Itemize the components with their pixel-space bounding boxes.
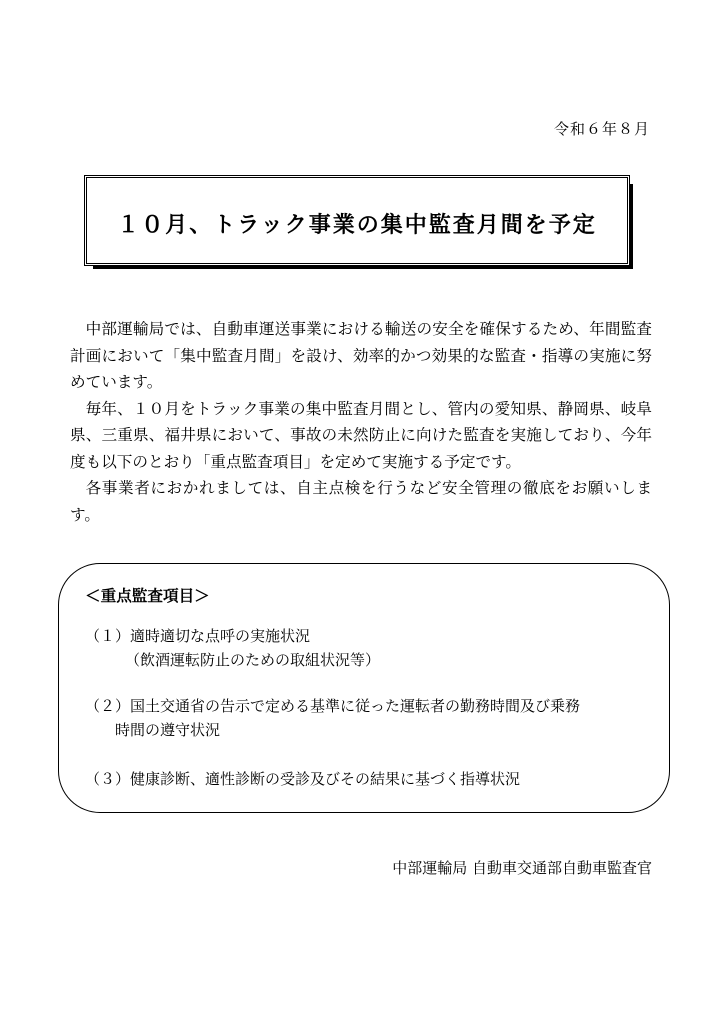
document-title: １０月、トラック事業の集中監査月間を予定 (117, 213, 597, 238)
priority-item-1 (85, 624, 655, 672)
body-text (70, 316, 652, 528)
issuer-signature: 中部運輸局 自動車交通部自動車監査官 (392, 859, 652, 877)
priority-items-heading: ＜重点監査項目＞ (85, 587, 210, 605)
priority-item-2-text: （２）国土交通省の告示で定める基準に従った運転者の勤務時間及び乗務 (85, 697, 581, 715)
title-box (84, 175, 630, 266)
priority-item-2 (85, 694, 655, 742)
priority-item-1-note: （飲酒運転防止のための取組状況等） (125, 651, 381, 669)
paragraph-request: 各事業者におかれましては、自主点検を行うなど安全管理の徹底をお願いします。 (70, 479, 652, 524)
priority-item-2-continuation: 時間の遵守状況 (115, 721, 221, 739)
paragraph-schedule: 毎年、１０月をトラック事業の集中監査月間とし、管内の愛知県、静岡県、岐阜県、三重県、福井県において、事故の未然防止に向けた監査を実施しており、今年度も以下のとおり「重点監査項目」を定めて実施する予定です。 (70, 399, 652, 471)
priority-items-box (58, 563, 670, 813)
document-date: 令和６年８月 (553, 120, 650, 138)
priority-item-3-text: （３）健康診断、適性診断の受診及びその結果に基づく指導状況 (85, 770, 521, 788)
paragraph-intro: 中部運輸局では、自動車運送事業における輸送の安全を確保するため、年間監査計画において「集中監査月間」を設け、効率的かつ効果的な監査・指導の実施に努めています。 (70, 320, 652, 391)
priority-item-1-text: （１）適時適切な点呼の実施状況 (85, 627, 311, 645)
priority-item-3 (85, 767, 655, 791)
